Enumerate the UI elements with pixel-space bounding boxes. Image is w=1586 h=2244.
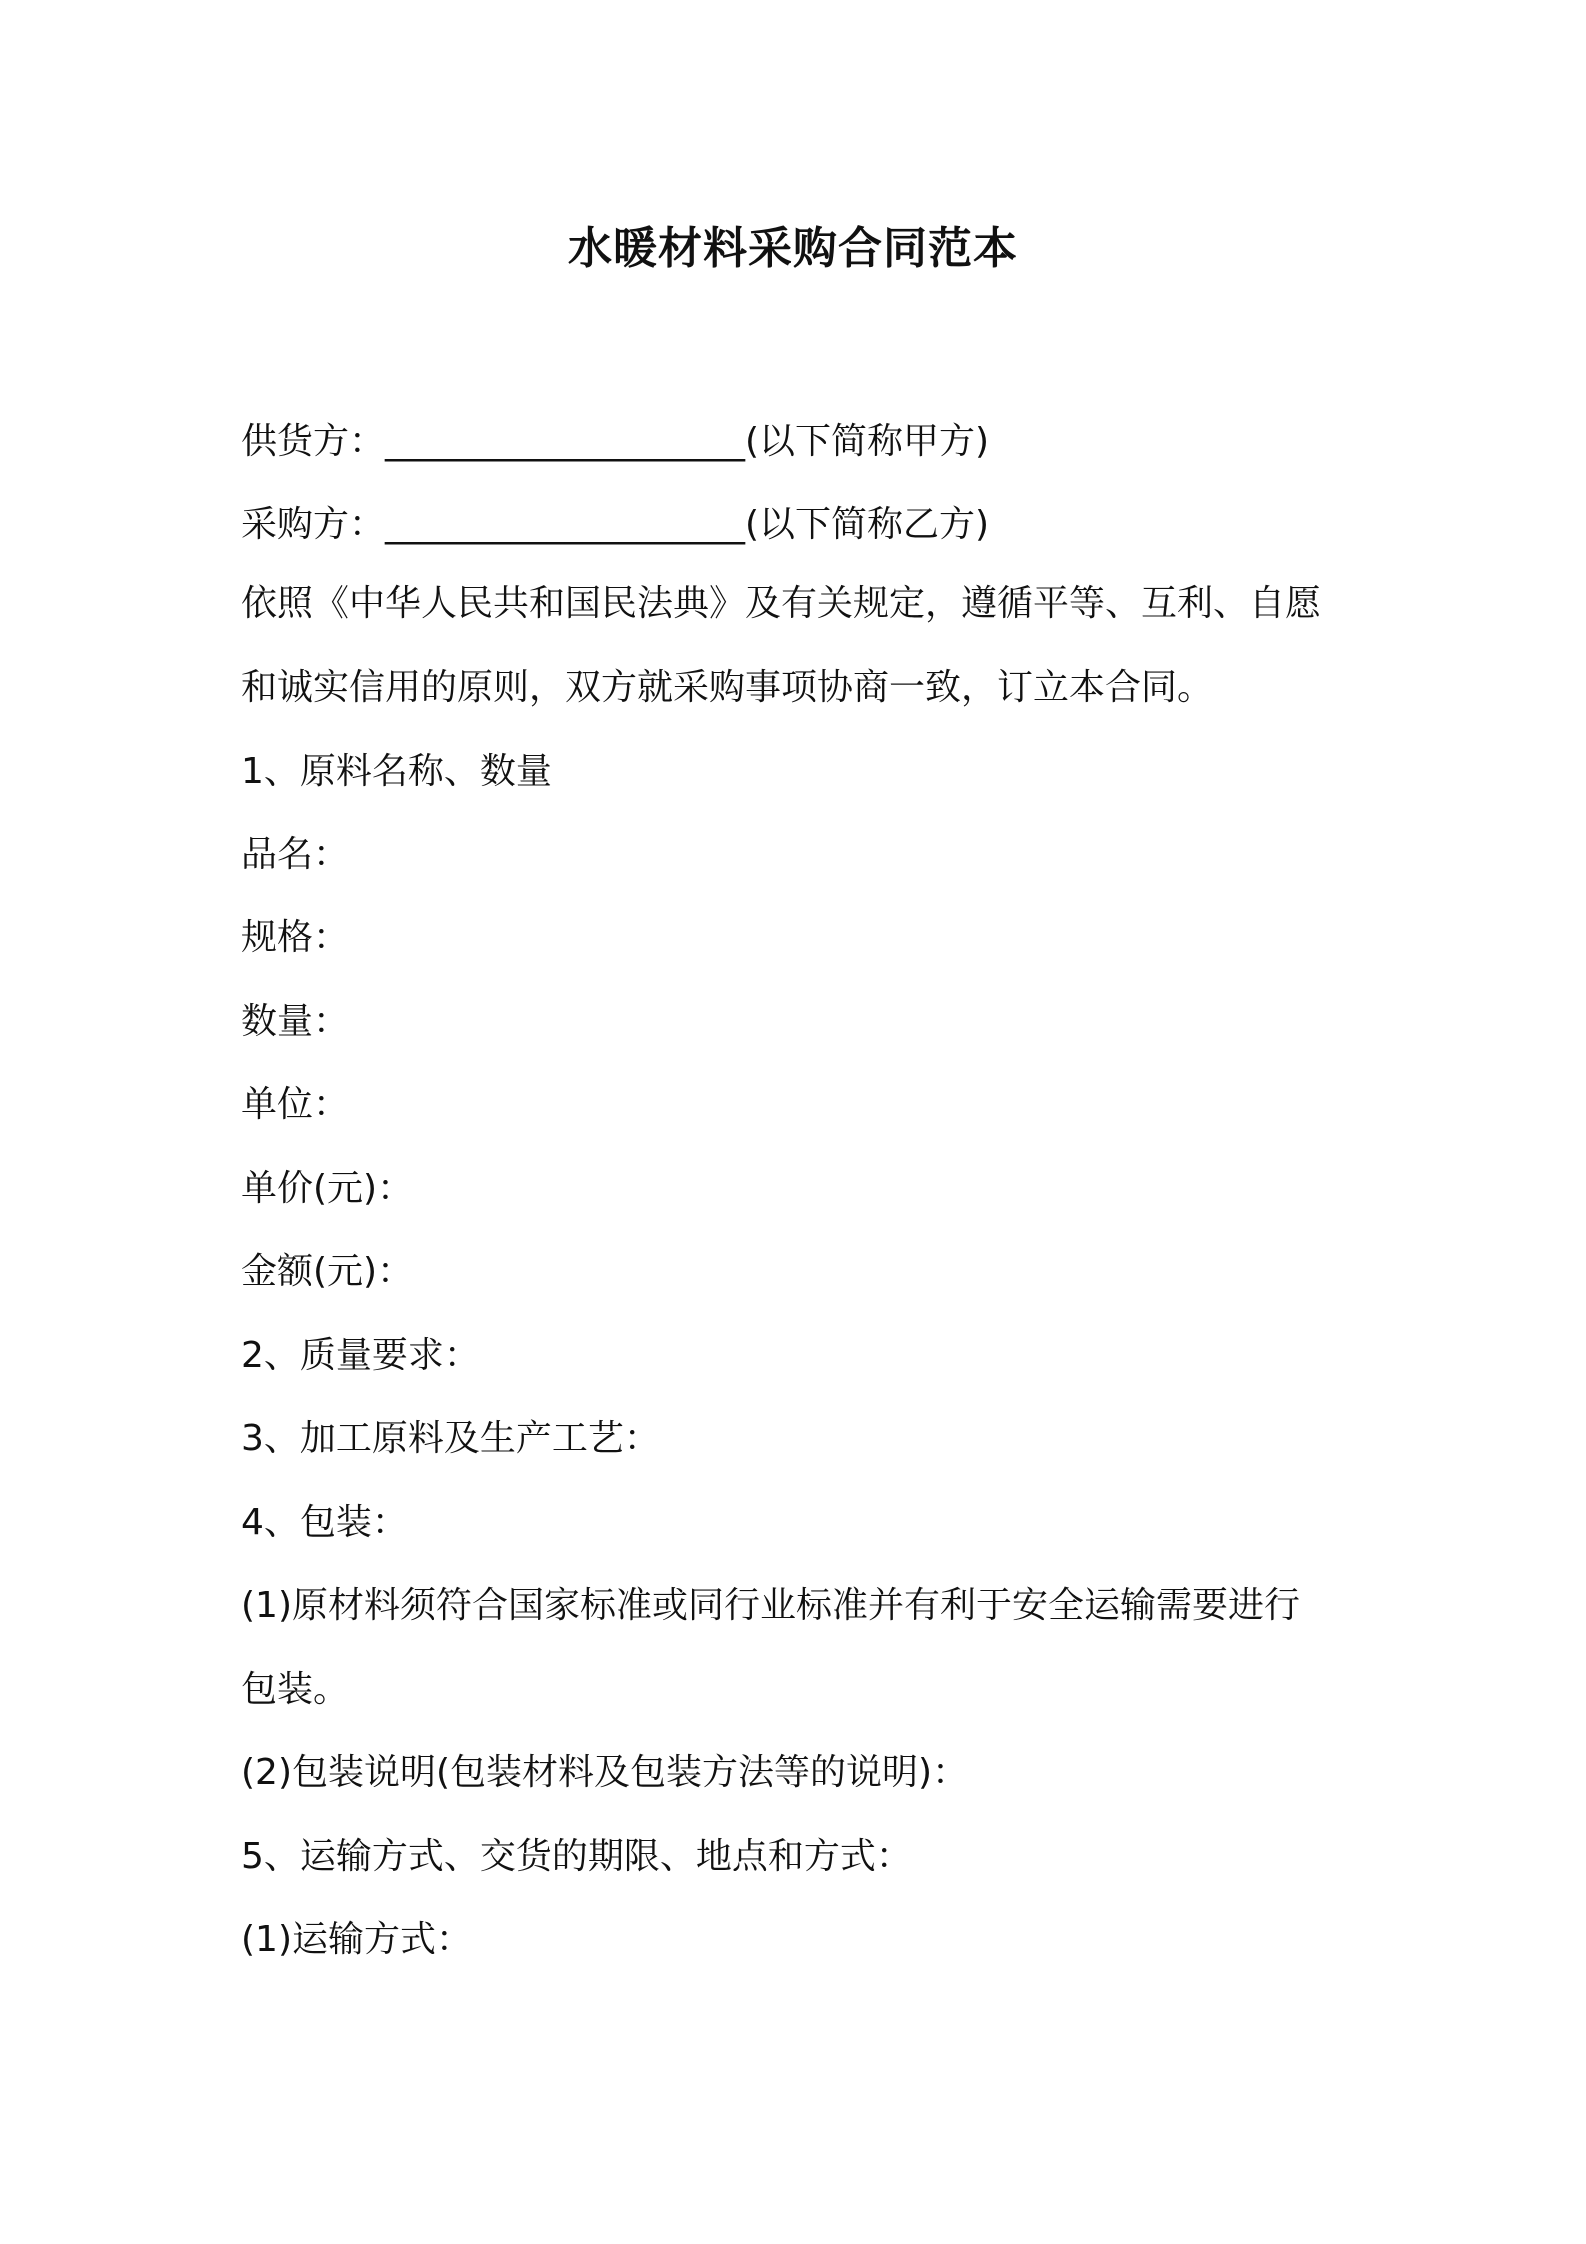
section-3-heading: 3、加工原料及生产工艺： [241,1418,660,1459]
purchaser-line: 采购方：____________________(以下简称乙方) [241,504,990,545]
field-amount: 金额(元)： [241,1251,414,1292]
field-unit-price: 单价(元)： [241,1168,414,1209]
preamble-line-1: 依照《中华人民共和国民法典》及有关规定，遵循平等、互利、自愿 [241,583,1322,624]
transport-clause-1: (1)运输方式： [241,1919,472,1960]
packaging-clause-1-line-1: (1)原材料须符合国家标准或同行业标准并有利于安全运输需要进行 [241,1585,1300,1626]
document-title: 水暖材料采购合同范本 [568,223,1018,274]
section-2-heading: 2、质量要求： [241,1335,480,1376]
packaging-clause-2: (2)包装说明(包装材料及包装方法等的说明)： [241,1752,969,1793]
section-5-heading: 5、运输方式、交货的期限、地点和方式： [241,1836,912,1877]
field-quantity: 数量： [241,1001,350,1042]
supplier-line: 供货方：____________________(以下简称甲方) [241,421,990,462]
packaging-clause-1-line-2: 包装。 [241,1669,350,1710]
section-1-heading: 1、原料名称、数量 [241,751,552,792]
preamble-line-2: 和诚实信用的原则，双方就采购事项协商一致，订立本合同。 [241,667,1214,708]
field-unit: 单位： [241,1084,350,1125]
field-product-name: 品名： [241,834,350,875]
field-specification: 规格： [241,917,350,958]
section-4-heading: 4、包装： [241,1502,408,1543]
